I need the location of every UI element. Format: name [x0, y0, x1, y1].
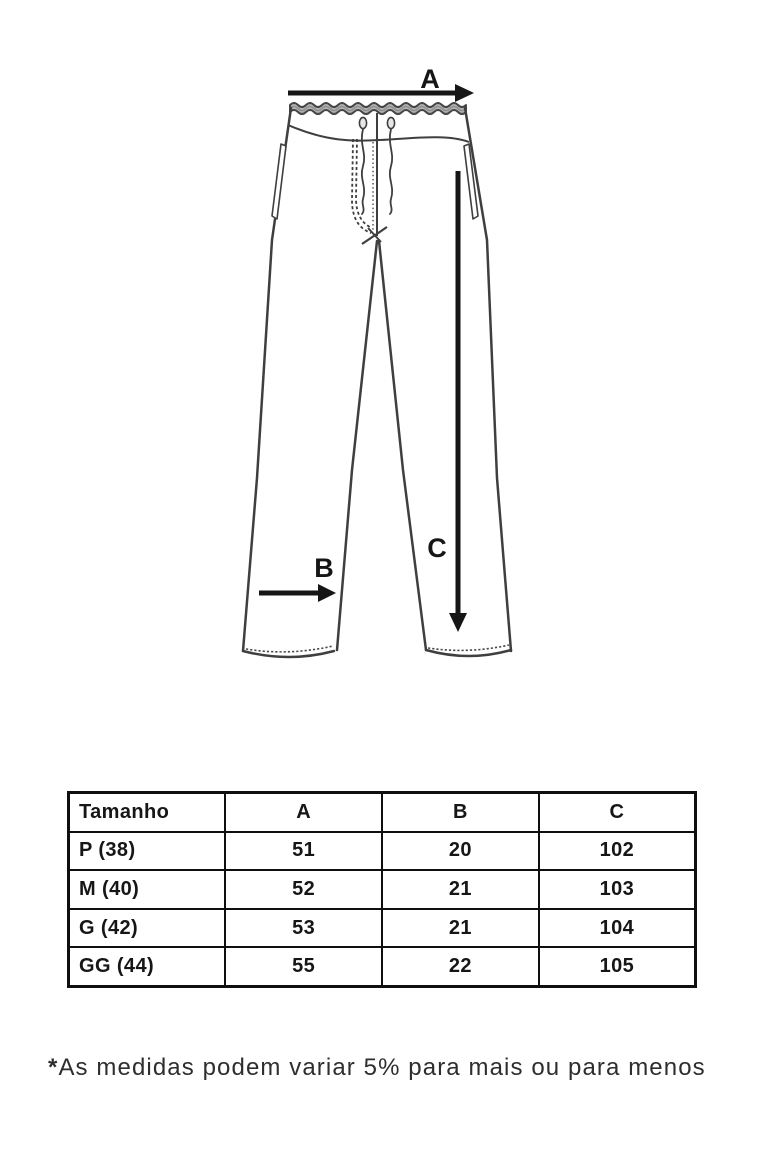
- column-header-a: A: [225, 793, 382, 832]
- size-row-g: [69, 909, 696, 948]
- measurement-disclaimer: [48, 1054, 748, 1082]
- fly-stitching: [352, 113, 387, 244]
- size-label: P (38): [69, 832, 226, 871]
- measure-b-label: B: [314, 553, 334, 583]
- measure-a-value: 55: [225, 947, 382, 986]
- size-label: M (40): [69, 870, 226, 909]
- size-chart-header-row: [69, 793, 696, 832]
- measure-b-value: 22: [382, 947, 539, 986]
- waistband-elastic: [290, 103, 466, 114]
- footnote-asterisk: *: [48, 1054, 59, 1081]
- measure-c-arrow-icon: [449, 171, 467, 632]
- measure-c-value: 104: [539, 909, 696, 948]
- measure-c-label: C: [427, 533, 447, 563]
- column-header-tamanho: Tamanho: [69, 793, 226, 832]
- size-label: GG (44): [69, 947, 226, 986]
- waist-seam: [288, 125, 469, 142]
- size-chart-table: [67, 791, 697, 988]
- measure-a-label: A: [420, 64, 440, 94]
- measure-c-value: 103: [539, 870, 696, 909]
- side-pockets: [272, 144, 478, 219]
- measure-a-value: 53: [225, 909, 382, 948]
- measure-b-value: 20: [382, 832, 539, 871]
- measure-b-arrow-icon: [259, 584, 336, 602]
- measure-b-value: 21: [382, 870, 539, 909]
- footnote-text: As medidas podem variar 5% para mais ou para menos: [58, 1054, 706, 1081]
- size-label: G (42): [69, 909, 226, 948]
- size-row-p: [69, 832, 696, 871]
- measure-a-arrow-icon: [288, 84, 474, 102]
- size-row-m: [69, 870, 696, 909]
- measure-a-value: 52: [225, 870, 382, 909]
- hem-stitching: [246, 645, 509, 652]
- measure-b-value: 21: [382, 909, 539, 948]
- measure-c-value: 105: [539, 947, 696, 986]
- size-row-gg: [69, 947, 696, 986]
- column-header-c: C: [539, 793, 696, 832]
- measure-c-value: 102: [539, 832, 696, 871]
- column-header-b: B: [382, 793, 539, 832]
- measure-a-value: 51: [225, 832, 382, 871]
